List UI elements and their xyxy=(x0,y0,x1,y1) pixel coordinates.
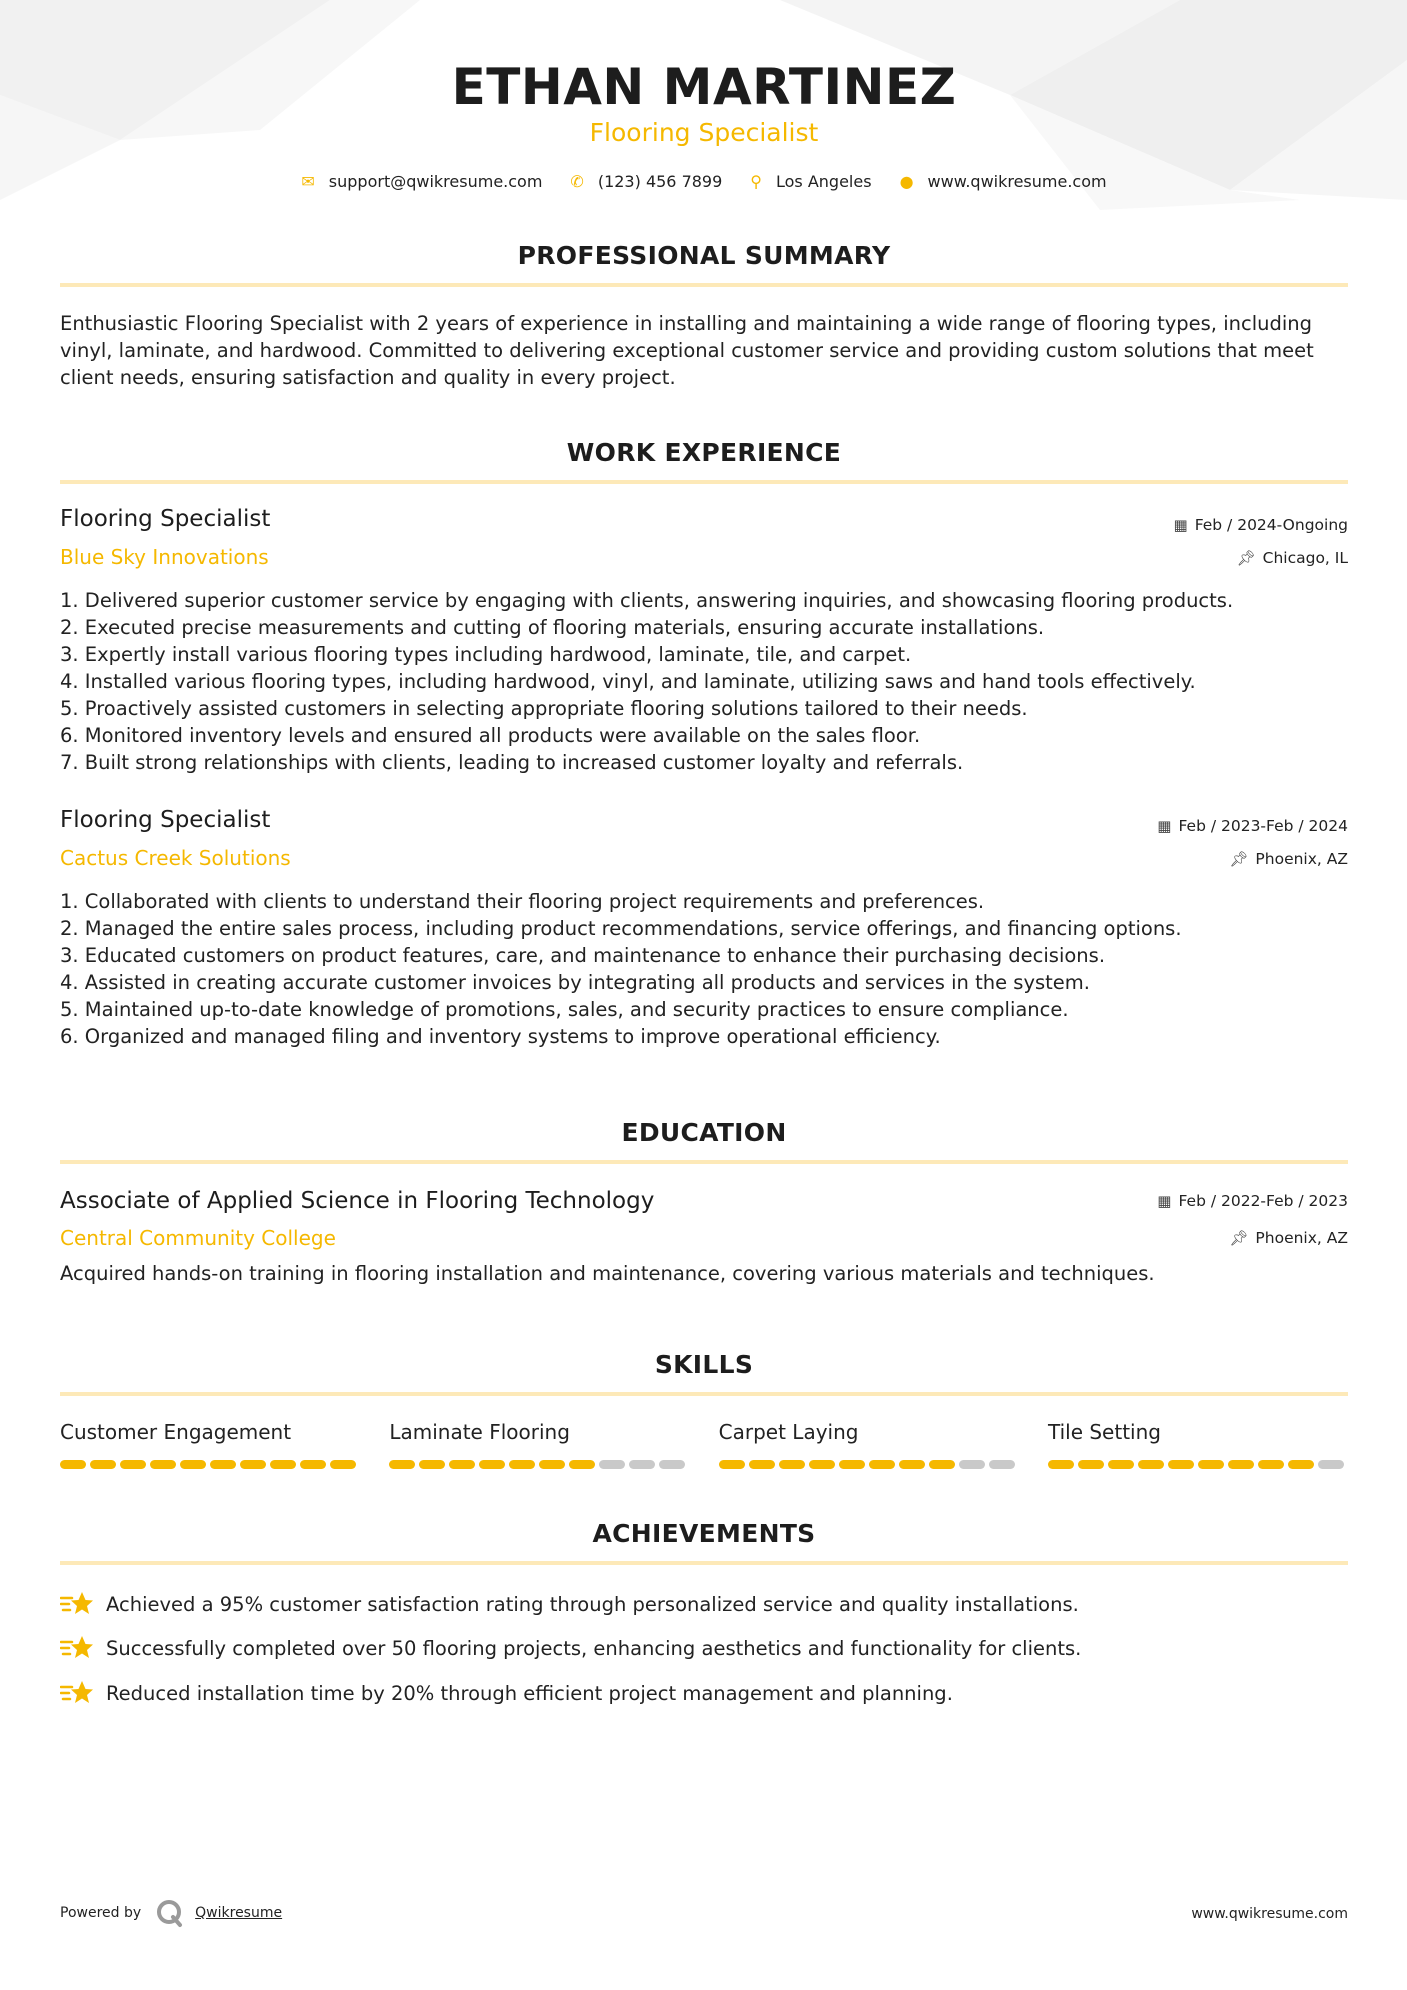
skill-level-segment xyxy=(989,1460,1015,1469)
phone-icon: ✆ xyxy=(570,172,584,191)
skill-item xyxy=(60,1420,360,1469)
skill-level-segment xyxy=(330,1460,356,1469)
skill-level-segment xyxy=(1168,1460,1194,1469)
skills-divider xyxy=(60,1392,1348,1396)
skill-item xyxy=(1048,1420,1348,1469)
contact-row xyxy=(60,172,1348,191)
job-company: Cactus Creek Solutions xyxy=(60,846,291,870)
skill-level-segment xyxy=(719,1460,745,1469)
skill-level-segment xyxy=(449,1460,475,1469)
skill-level-segment xyxy=(150,1460,176,1469)
list-item: 3. Expertly install various flooring types including hardwood, laminate, tile, and carpet. xyxy=(60,643,912,666)
job-company: Blue Sky Innovations xyxy=(60,545,269,569)
skill-level-bar xyxy=(389,1460,689,1469)
skill-level-segment xyxy=(210,1460,236,1469)
list-item: 6. Monitored inventory levels and ensured all products were available on the sales floor. xyxy=(60,724,921,747)
skill-level-segment xyxy=(1228,1460,1254,1469)
skill-level-segment xyxy=(120,1460,146,1469)
skill-level-segment xyxy=(1318,1460,1344,1469)
job-dates: ▦ Feb / 2023-Feb / 2024 xyxy=(1157,817,1348,835)
skill-level-segment xyxy=(749,1460,775,1469)
skill-level-segment xyxy=(419,1460,445,1469)
summary-divider xyxy=(60,283,1348,287)
map-pin-icon: ⚲ xyxy=(750,172,762,191)
skill-level-segment xyxy=(779,1460,805,1469)
skill-level-bar xyxy=(719,1460,1019,1469)
achievements-divider xyxy=(60,1561,1348,1565)
skill-level-segment xyxy=(479,1460,505,1469)
job-location: 📌︎ Chicago, IL xyxy=(1236,549,1348,567)
list-item: 7. Built strong relationships with clients, leading to increased customer loyalty and referrals. xyxy=(60,751,964,774)
degree-title: Associate of Applied Science in Flooring Technology xyxy=(60,1188,655,1214)
globe-icon: ● xyxy=(899,172,914,191)
skill-level-segment xyxy=(1258,1460,1284,1469)
education-heading: EDUCATION xyxy=(621,1118,787,1147)
list-item: 4. Installed various flooring types, including hardwood, vinyl, and laminate, utilizing saws and hand tools effectively. xyxy=(60,670,1196,693)
skill-level-segment xyxy=(659,1460,685,1469)
skill-level-segment xyxy=(539,1460,565,1469)
skill-level-bar xyxy=(60,1460,360,1469)
contact-location: ⚲ Los Angeles xyxy=(750,172,872,191)
summary-text: Enthusiastic Flooring Specialist with 2 years of experience in installing and maintaining a wide range of flooring types, including vinyl, laminate, and hardwood. Committed to delivering exceptional customer service and providing custom solutions that meet client needs, ensuring satisfaction and quality in every project. xyxy=(60,312,1314,389)
skill-level-segment xyxy=(1138,1460,1164,1469)
list-item: 2. Executed precise measurements and cutting of flooring materials, ensuring accurate installations. xyxy=(60,616,1045,639)
pushpin-icon: 📌︎ xyxy=(1236,549,1256,567)
job-location: 📌︎ Phoenix, AZ xyxy=(1229,850,1348,868)
skill-level-segment xyxy=(839,1460,865,1469)
skill-level-segment xyxy=(809,1460,835,1469)
contact-website[interactable]: ● www.qwikresume.com xyxy=(899,172,1107,191)
list-item: 3. Educated customers on product features, care, and maintenance to enhance their purchasing decisions. xyxy=(60,944,1106,967)
skill-level-segment xyxy=(1198,1460,1224,1469)
skill-level-segment xyxy=(1048,1460,1074,1469)
experience-heading: WORK EXPERIENCE xyxy=(566,438,842,467)
footer-url[interactable]: www.qwikresume.com xyxy=(1191,1906,1348,1922)
skill-label: Tile Setting xyxy=(1047,1420,1161,1444)
skill-level-segment xyxy=(569,1460,595,1469)
skill-level-segment xyxy=(300,1460,326,1469)
candidate-name: ETHAN MARTINEZ xyxy=(451,58,957,116)
skill-level-bar xyxy=(1048,1460,1348,1469)
skill-item xyxy=(389,1420,689,1469)
skill-item xyxy=(719,1420,1019,1469)
pushpin-icon: 📌︎ xyxy=(1229,1229,1249,1247)
skill-level-segment xyxy=(1108,1460,1134,1469)
skill-level-segment xyxy=(90,1460,116,1469)
school-name: Central Community College xyxy=(60,1226,336,1250)
calendar-icon: ▦ xyxy=(1157,817,1172,835)
list-item: 6. Organized and managed filing and inventory systems to improve operational efficiency. xyxy=(60,1025,941,1048)
skills-heading: SKILLS xyxy=(654,1350,754,1379)
skills-grid xyxy=(60,1420,1348,1469)
calendar-icon: ▦ xyxy=(1157,1192,1172,1210)
skill-level-segment xyxy=(270,1460,296,1469)
candidate-title: Flooring Specialist xyxy=(589,118,819,147)
education-divider xyxy=(60,1160,1348,1164)
list-item: 5. Proactively assisted customers in selecting appropriate flooring solutions tailored to their needs. xyxy=(60,697,1028,720)
pushpin-icon: 📌︎ xyxy=(1229,850,1249,868)
list-item: 4. Assisted in creating accurate customer invoices by integrating all products and services in the system. xyxy=(60,971,1090,994)
calendar-icon: ▦ xyxy=(1173,516,1188,534)
envelope-icon: ✉ xyxy=(301,172,315,191)
skill-label: Carpet Laying xyxy=(718,1420,859,1444)
list-item: 1. Delivered superior customer service by engaging with clients, answering inquiries, and showcasing flooring products. xyxy=(60,589,1234,612)
skill-label: Laminate Flooring xyxy=(389,1420,570,1444)
skill-level-segment xyxy=(180,1460,206,1469)
skill-level-segment xyxy=(959,1460,985,1469)
achievement-item: Achieved a 95% customer satisfaction rating through personalized service and quality installations. xyxy=(60,1589,1348,1619)
skill-label: Customer Engagement xyxy=(60,1420,292,1444)
skill-level-segment xyxy=(60,1460,86,1469)
skill-level-segment xyxy=(929,1460,955,1469)
education-location: 📌︎ Phoenix, AZ xyxy=(1229,1229,1348,1247)
qwikresume-link[interactable]: Qwikresume xyxy=(195,1905,283,1921)
skill-level-segment xyxy=(389,1460,415,1469)
summary-heading: PROFESSIONAL SUMMARY xyxy=(517,241,891,270)
contact-phone[interactable]: ✆ (123) 456 7899 xyxy=(570,172,723,191)
job-bullets xyxy=(60,888,1348,1050)
star-icon xyxy=(60,1633,94,1663)
star-icon xyxy=(60,1589,94,1619)
experience-divider xyxy=(60,480,1348,484)
education-dates: ▦ Feb / 2022-Feb / 2023 xyxy=(1157,1192,1348,1210)
skill-level-segment xyxy=(899,1460,925,1469)
footer-powered-by: Powered by Qwikresume xyxy=(60,1898,282,1928)
skill-level-segment xyxy=(599,1460,625,1469)
star-icon xyxy=(60,1678,94,1708)
achievements-heading: ACHIEVEMENTS xyxy=(592,1519,816,1548)
list-item: 5. Maintained up-to-date knowledge of promotions, sales, and security practices to ensure compliance. xyxy=(60,998,1069,1021)
skill-level-segment xyxy=(240,1460,266,1469)
achievement-item: Successfully completed over 50 flooring projects, enhancing aesthetics and functionality for clients. xyxy=(60,1633,1348,1663)
education-description: Acquired hands-on training in flooring installation and maintenance, covering various materials and techniques. xyxy=(60,1262,1155,1285)
skill-level-segment xyxy=(1078,1460,1104,1469)
job-title: Flooring Specialist xyxy=(60,807,271,833)
list-item: 1. Collaborated with clients to understand their flooring project requirements and preferences. xyxy=(60,890,985,913)
skill-level-segment xyxy=(509,1460,535,1469)
skill-level-segment xyxy=(869,1460,895,1469)
contact-email[interactable]: ✉ support@qwikresume.com xyxy=(301,172,543,191)
list-item: 2. Managed the entire sales process, including product recommendations, service offerings, and financing options. xyxy=(60,917,1182,940)
skill-level-segment xyxy=(629,1460,655,1469)
achievement-item: Reduced installation time by 20% through efficient project management and planning. xyxy=(60,1678,1348,1708)
job-dates: ▦ Feb / 2024-Ongoing xyxy=(1173,516,1348,534)
qwikresume-logo-icon xyxy=(155,1898,185,1928)
skill-level-segment xyxy=(1288,1460,1314,1469)
job-title: Flooring Specialist xyxy=(60,506,271,532)
job-bullets xyxy=(60,587,1348,776)
